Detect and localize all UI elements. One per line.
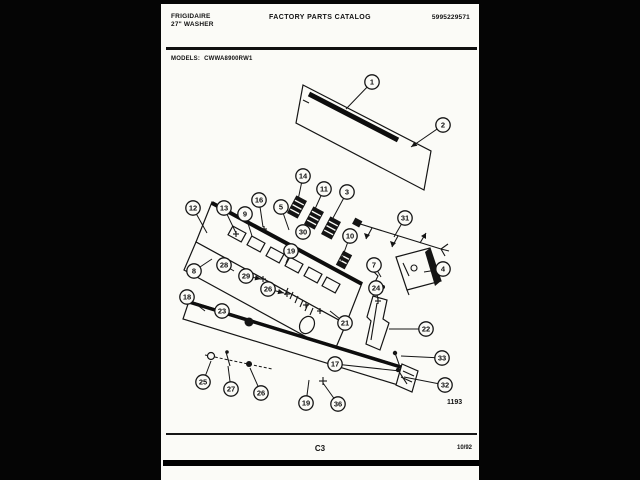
callout-33 [401, 351, 449, 365]
models-label: MODELS: [171, 56, 201, 62]
svg-text:29: 29 [241, 271, 251, 281]
svg-text:33: 33 [437, 353, 447, 363]
svg-text:31: 31 [400, 213, 410, 223]
footer-page-code: C3 [314, 444, 326, 453]
callout-11 [315, 182, 331, 209]
callout-26 [250, 368, 268, 400]
svg-text:10: 10 [345, 231, 355, 241]
callout-25 [196, 361, 211, 389]
svg-text:13: 13 [219, 203, 229, 213]
svg-text:22: 22 [421, 324, 431, 334]
callout-22 [389, 322, 433, 336]
svg-text:23: 23 [217, 306, 227, 316]
svg-text:26: 26 [263, 284, 273, 294]
models-value: CWWA8900RW1 [204, 56, 253, 62]
page-title: FACTORY PARTS CATALOG [269, 14, 371, 21]
doc-number: 5995229571 [431, 14, 470, 21]
svg-text:14: 14 [298, 171, 308, 181]
svg-text:19: 19 [301, 398, 311, 408]
catalog-page [161, 4, 479, 480]
svg-text:7: 7 [371, 260, 377, 270]
part-mounting-hardware [205, 350, 272, 369]
callout-16 [252, 193, 266, 227]
svg-text:11: 11 [320, 184, 328, 194]
svg-text:30: 30 [298, 227, 308, 237]
svg-text:1: 1 [369, 77, 375, 87]
svg-text:18: 18 [182, 292, 192, 302]
svg-text:5: 5 [278, 202, 284, 212]
svg-text:25: 25 [198, 377, 208, 387]
svg-text:17: 17 [330, 359, 340, 369]
svg-text:16: 16 [254, 195, 264, 205]
callout-5 [274, 200, 289, 230]
callout-27 [224, 366, 238, 396]
svg-text:36: 36 [333, 399, 343, 409]
part-console-front-panel [296, 85, 431, 190]
exploded-view-diagram [161, 4, 479, 480]
svg-text:3: 3 [344, 187, 350, 197]
svg-text:8: 8 [191, 266, 197, 276]
callout-30 [296, 224, 310, 239]
footer-divider [166, 433, 477, 435]
svg-text:27: 27 [226, 384, 236, 394]
svg-text:4: 4 [440, 264, 446, 274]
svg-text:26: 26 [256, 388, 266, 398]
footer-bottom-bar [163, 460, 479, 466]
figure-number: 1193 [447, 399, 463, 406]
footer-date-code: 10/92 [456, 445, 472, 451]
callout-19 [299, 380, 313, 410]
brand-product: 27" WASHER [171, 20, 214, 28]
svg-text:9: 9 [242, 209, 248, 219]
svg-text:24: 24 [371, 283, 381, 293]
callout-36 [323, 383, 345, 411]
brand-name: FRIGIDAIRE [171, 13, 211, 20]
svg-text:28: 28 [219, 260, 229, 270]
part-timer [396, 248, 441, 295]
svg-text:21: 21 [340, 318, 350, 328]
callout-14 [296, 169, 310, 200]
svg-text:19: 19 [286, 246, 296, 256]
callout-7 [367, 258, 381, 277]
svg-text:12: 12 [188, 203, 198, 213]
knob-icon [245, 318, 254, 327]
callout-31 [394, 211, 412, 237]
callout-2 [411, 118, 450, 147]
svg-text:2: 2 [440, 120, 446, 130]
callout-1 [346, 75, 379, 109]
callout-12 [186, 201, 207, 233]
part-right-bracket [366, 296, 389, 350]
svg-text:32: 32 [440, 380, 450, 390]
callout-3 [333, 185, 354, 218]
